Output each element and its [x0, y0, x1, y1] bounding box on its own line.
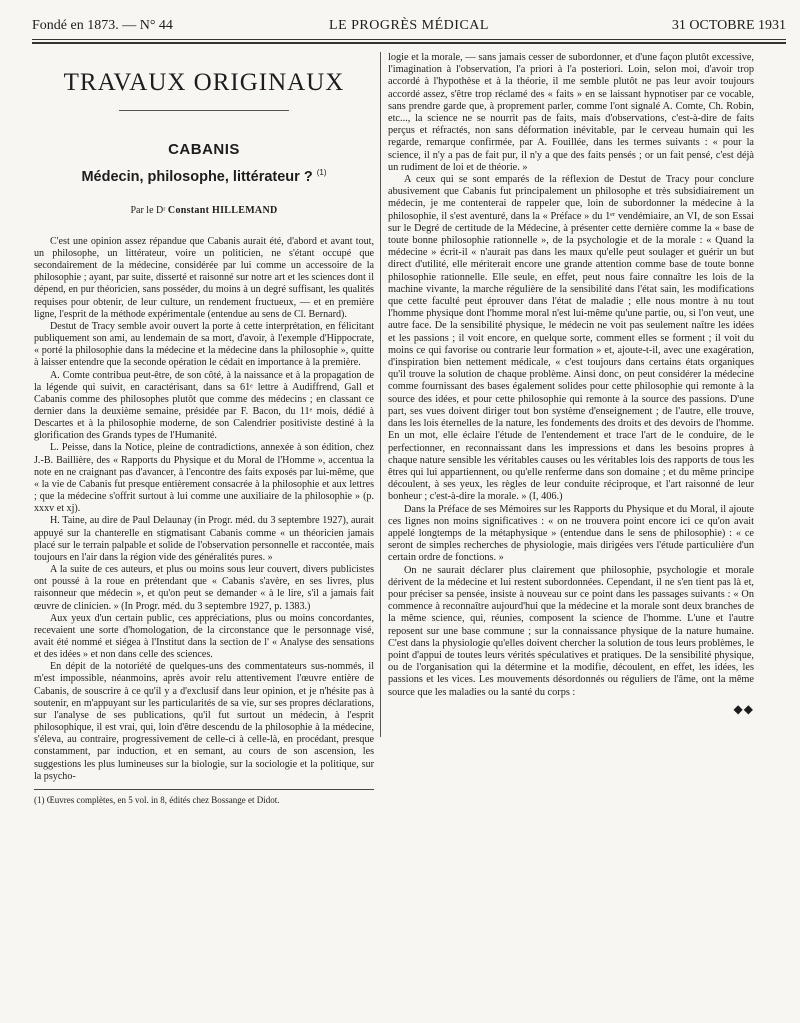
article-subtitle	[34, 168, 374, 185]
paragraph: On ne saurait déclarer plus clairement que philosophie, psychologie et morale dérivent de la médecine et lui restent subordonnées. Cependant, il ne s'en tient pas là et, pour préciser sa pensée, insiste à nouveau sur ce point dans les passages suivants : « On commence à reconnaître aujourd'hui que la médecine et la morale sont deux branches de la même science, qui, réunies, composent la science de l'homme. L'une et l'autre reposent sur une base commune ; sur la connaissance physique de la nature humaine. C'est dans la physiologie qu'elles doivent chercher la solution de tous leurs problèmes, le point d'appui de toutes leurs vérités spéculatives et pratiques. De la sensibilité physique, ou de l'organisation qui la détermine et la modifie, découlent, en effet, les idées, les passions et les vices. Les mouvements désordonnés ou réguliers de l'âme, ont la même source que les maladies ou la santé du corps :	[388, 564, 754, 698]
author-name: Constant HILLEMAND	[167, 204, 278, 216]
header-rule	[32, 39, 786, 40]
header-date: 31 OCTOBRE 1931	[671, 18, 786, 33]
paragraph: Destut de Tracy semble avoir ouvert la porte à cette interprétation, en félicitant publiquement son ami, au lendemain de sa mort, d'avoir, à l'exemple d'Hippocrate, « porté la philosophie dans la médecine et la médecine dans la philosophie », quitte à laisser entendre que la seconde opération le cédait en importance à la première.	[34, 320, 374, 369]
footnote-divider	[34, 789, 374, 790]
left-column	[34, 52, 374, 806]
paragraph: H. Taine, au dire de Paul Delaunay (in Progr. méd. du 3 septembre 1927), aurait appuyé sur la chanterelle en stigmatisant Cabanis comme « un théoricien jamais placé sur le terrain palpable et solide de l'observation personnelle et raccontée, mais toujours en l'air dans la région vide des généralités pures. »	[34, 515, 374, 563]
paragraph: Dans la Préface de ses Mémoires sur les Rapports du Physique et du Moral, il ajoute ces lignes non moins significatives : « on ne trouvera point encore ici ce qu'on avait appelé longtemps de la métaphysique » (entendue dans le sens de philosophie) : « ce seront de simples recherches de physiologie, mais dirigées vers l'étude particulière d'un certain ordre de fonctions. »	[388, 503, 754, 564]
footnote-marker: (1)	[316, 168, 327, 177]
paragraph: A. Comte contribua peut-être, de son côté, à la naissance et à la propagation de la légende qui suivit, en caractérisant, dans sa 61ᵉ lettre à Audiffrend, Gall et Cabanis comme des philosophes plutôt que comme des médecins ; en classant ce dernier dans la deuxième semaine, présidée par F. Bacon, du 11ᵉ mois, dédié à Descartes et à la philosophie moderne, de son Calendrier positiviste destiné à la glorification des Grands types de l'Humanité.	[34, 369, 374, 442]
left-body	[34, 236, 374, 783]
header-founded: Fondé en 1873. — N° 44	[32, 18, 173, 33]
paragraph: A ceux qui se sont emparés de la réflexion de Destut de Tracy pour conclure abusivement que Cabanis fut principalement un philosophe et très subsidiairement un médecin, je me contenterai de rappeler que, loin de subordonner la médecine à la philosophie, il s'est aventuré, dans la « Préface » du 1ᵉʳ vendémiaire, an VI, de son Essai sur le Degré de certitude de la Médecine, à présenter cette dernière comme la « base de toute bonne philosophie rationnelle », de la psychologie et de la morale : « Quand la médecine » écrit-il « n'aurait pas dans les maux qu'elle peut soulager et guérir un but direct d'utilité, elle mériterait encore une grande attention comme base de toute bonne philosophie rationnelle. Elle seule, en effet, peut nous faire connaître les lois de la machine vivante, la marche régulière de la sensibilité dans l'état sain, les modifications que cette faculté peut éprouver dans l'état de maladie ; elle nous montre à nu tout l'homme physique dont l'homme moral n'est lui-même qu'une partie, ou, si l'on veut, une autre face. De la sensibilité physique, le médecin ne voit pas seulement naître les idées et les passions ; il voit encore, en quelque sorte, comment elles se forment ; il voit du moins ce qui favorise ou contrarie leur formation » et, ajoute-t-il, avec une exagération, d'inspiration bien nettement médicale, « c'est toujours dans certains états organiques qu'il trouve la solution de chaque problème. Ainsi donc, on peut considérer la médecine comme fournissant des bases également solides pour cette philosophie qui remonte à la source des idées, et pour cette philosophie qui remonte à la source des passions. D'une part, ses vues doivent diriger tout bon système d'enseignement ; de l'autre, elle trouve, dans les lois éternelles de la nature, les fondements des droits et des devoirs de l'homme. En un mot, elle éclaire l'étude de l'entendement et trace l'art de le conduire, de le perfectionner, en reconnaissant dans les impressions et dans les besoins propres à chaque nature sensible les véritables causes ou les véritables lois des rapports de tous les êtres qui lui appartiennent, ou qu'elle renferme dans son domaine ; et du même principe découlent, à ses yeux, les règles de leur conduite réciproque, et l'art raisonné de leur bonheur ; c'est-à-dire la morale. » (I, 406.)	[388, 174, 754, 503]
right-column	[388, 52, 754, 717]
paragraph: L. Peisse, dans la Notice, pleine de contradictions, annexée à son édition, chez J.-B. Baillière, des « Rapports du Physique et du Moral de l'Homme », accentua la note en ne craignant pas d'avancer, à l'encontre des faits exposés par lui-même, que « la vie de Cabanis fut presque entièrement consacrée à la philosophie et aux lettres ; que la médecine s'offrit surtout à lui comme une auxiliaire de la philosophie » (p. xxxv et xj).	[34, 442, 374, 515]
right-body	[388, 52, 754, 699]
section-title: TRAVAUX ORIGINAUX	[63, 69, 345, 96]
paragraph: Aux yeux d'un certain public, ces appréciations, plus ou moins concordantes, recevaient une sorte d'homologation, de la circonstance que le personnage visé, avait été nommé et siégea à l'Institut dans la section de l' « Analyse des sensations et des idées » et non dans celle des sciences.	[34, 612, 374, 661]
article-title: CABANIS	[168, 141, 240, 158]
end-ornament: ◆◆	[733, 701, 754, 716]
column-divider	[380, 52, 381, 737]
paragraph: En dépit de la notoriété de quelques-uns des commentateurs sus-nommés, il m'est impossible, néanmoins, après avoir relu attentivement l'œuvre entière de Cabanis, de souscrire à ce qu'il y a d'exclusif dans leur opinion, et je n'hésite pas à soutenir, en m'appuyant sur les particularités de sa vie, sur ses propres déclarations, sur l'analyse de ses publications, qu'il fut surtout un médecin, à l'esprit philosophique, il est vrai, qui, loin d'être descendu de la philosophie à la médecine, s'éleva, au contraire, progressivement de celle-ci à celle-là, en procédant, presque constamment, par induction, et en semant, au cours de son ascension, les suggestions les plus lumineuses sur la biologie, sur la sociologie et la politique, sur la psycho-	[34, 661, 374, 782]
header-journal-title: LE PROGRÈS MÉDICAL	[329, 18, 489, 33]
byline-prefix: Par le Dʳ	[130, 204, 166, 216]
paragraph: A la suite de ces auteurs, et plus ou moins sous leur couvert, divers publicistes ont poussé à la roue en prétendant que « Cabanis s'avère, en ses livres, plus raisonneur que médecin », et qu'on peut se demander « à le lire, s'il a jamais fait œuvre de clinicien. » (In Progr. méd. du 3 septembre 1927, p. 1383.)	[34, 564, 374, 612]
paragraph: logie et la morale, — sans jamais cesser de subordonner, et d'une façon plutôt excessive, l'imagination à l'observation, l'a priori à l'a posteriori. Loin, selon moi, d'avoir trop accordé à l'hypothèse et à la théorie, il me semble plutôt ne pas leur avoir toujours accordé assez, s'être trop réclamé des « faits » en se laissant hypnotiser par ce vocable, sans prendre garde que, à proprement parler, comme l'ont signalé A. Comte, Ch. Robin, etc..., la science ne se nourrit pas de faits, mais d'observations, c'est-à-dire de faits perçus et réfractés, non sans déformation inévitable, par le cerveau humain qui les regarde, remarque confirmée, par A. Fouillée, dans les termes suivants : « pour la science, il n'y a pas de fait pur, il n'y a que des faits pensés ; or un fait pensé, c'est déjà un rudiment de loi et de théorie. »	[388, 52, 754, 173]
section-divider	[119, 110, 289, 111]
byline	[34, 205, 374, 216]
header-rule-thick	[32, 42, 786, 44]
footnote: (1) Œuvres complètes, en 5 vol. in 8, édités chez Bossange et Didot.	[34, 794, 280, 805]
page-header	[32, 18, 786, 38]
paragraph: C'est une opinion assez répandue que Cabanis aurait été, d'abord et avant tout, un philosophe, un littérateur, voire un politicien, ne s'étant occupé que secondairement de la médecine, considérée par lui comme un accessoire de la philosophie ; ayant, par suite, disserté et raisonné sur notre art et les sciences dont il dépend, en pur théoricien, sans posséder, du moins à un degré suffisant, les qualités requises pour obtenir, de leur culture, un rendement fructueux, — et en première ligne, l'esprit de la méthode expérimentale (entendue au sens de Cl. Bernard).	[34, 235, 374, 320]
article-subtitle-text: Médecin, philosophe, littérateur ?	[81, 168, 313, 185]
